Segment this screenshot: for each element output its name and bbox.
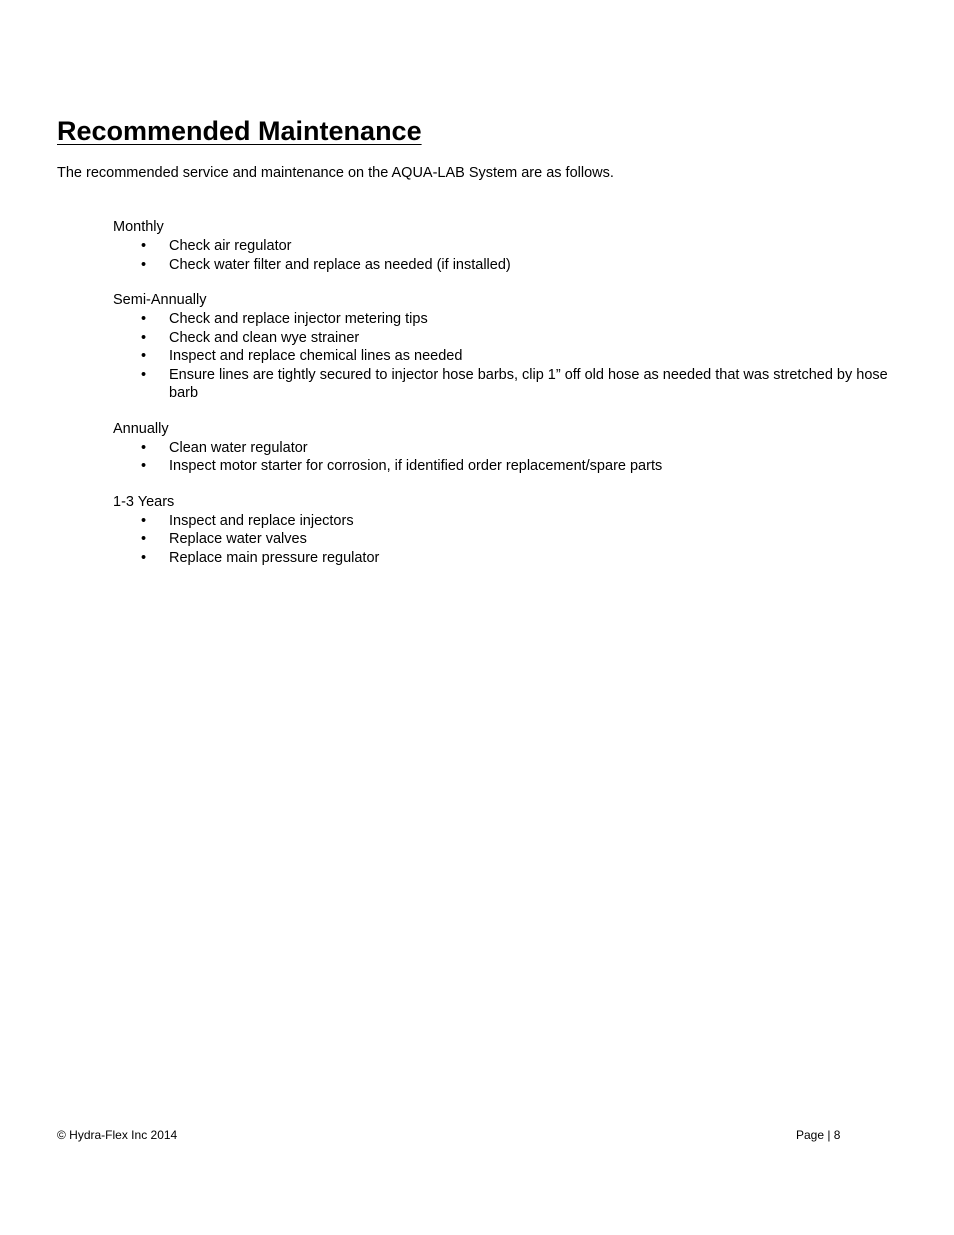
section-heading: Monthly <box>113 219 164 235</box>
list-item-text: Check water filter and replace as needed (if installed) <box>169 256 511 273</box>
section-annually <box>113 420 903 476</box>
list-item-text: Inspect and replace chemical lines as needed <box>169 348 463 364</box>
list-item-text: Replace main pressure regulator <box>169 549 380 566</box>
page-title: Recommended Maintenance <box>57 116 422 146</box>
list-item <box>113 512 903 531</box>
list-item-text: Inspect and replace injectors <box>169 512 354 529</box>
list-item <box>113 329 903 348</box>
bullet-icon: • <box>141 531 147 547</box>
section-heading: Semi-Annually <box>113 292 207 308</box>
list-item-text: Check and clean wye strainer <box>169 329 360 346</box>
section-heading: Annually <box>113 420 169 437</box>
maintenance-schedule <box>113 218 903 584</box>
list-item-text: Inspect motor starter for corrosion, if identified order replacement/spare parts <box>169 458 663 474</box>
list-item-text: Ensure lines are tightly secured to injector hose barbs, clip 1” off old hose as needed that was stretched by hose barb <box>169 366 888 401</box>
list-item <box>113 347 903 366</box>
section-1-3-years <box>113 493 903 568</box>
bullet-icon: • <box>141 238 147 254</box>
list-item <box>113 549 903 568</box>
footer-page-number: Page | 8 <box>796 1128 841 1142</box>
list-item-text: Replace water valves <box>169 531 307 547</box>
list-item-text: Clean water regulator <box>169 439 308 456</box>
bullet-icon: • <box>141 329 147 346</box>
section-monthly <box>113 218 903 274</box>
bullet-icon: • <box>141 366 147 383</box>
section-semi-annually <box>113 291 903 403</box>
list-item <box>113 310 903 329</box>
list-item <box>113 530 903 549</box>
bullet-icon: • <box>141 256 147 273</box>
task-list <box>113 310 903 403</box>
bullet-icon: • <box>141 458 147 474</box>
list-item <box>113 237 903 256</box>
task-list <box>113 512 903 568</box>
intro-paragraph: The recommended service and maintenance on the AQUA-LAB System are as follows. <box>57 165 614 181</box>
task-list <box>113 237 903 274</box>
task-list <box>113 439 903 476</box>
list-item <box>113 256 903 275</box>
bullet-icon: • <box>141 311 147 327</box>
list-item-text: Check air regulator <box>169 238 292 254</box>
bullet-icon: • <box>141 348 147 364</box>
section-heading: 1-3 Years <box>113 493 175 510</box>
list-item <box>113 457 903 476</box>
list-item <box>113 439 903 458</box>
footer-copyright: © Hydra-Flex Inc 2014 <box>57 1128 178 1142</box>
bullet-icon: • <box>141 549 147 566</box>
list-item <box>113 366 903 403</box>
list-item-text: Check and replace injector metering tips <box>169 311 428 327</box>
bullet-icon: • <box>141 439 147 456</box>
bullet-icon: • <box>141 512 147 529</box>
